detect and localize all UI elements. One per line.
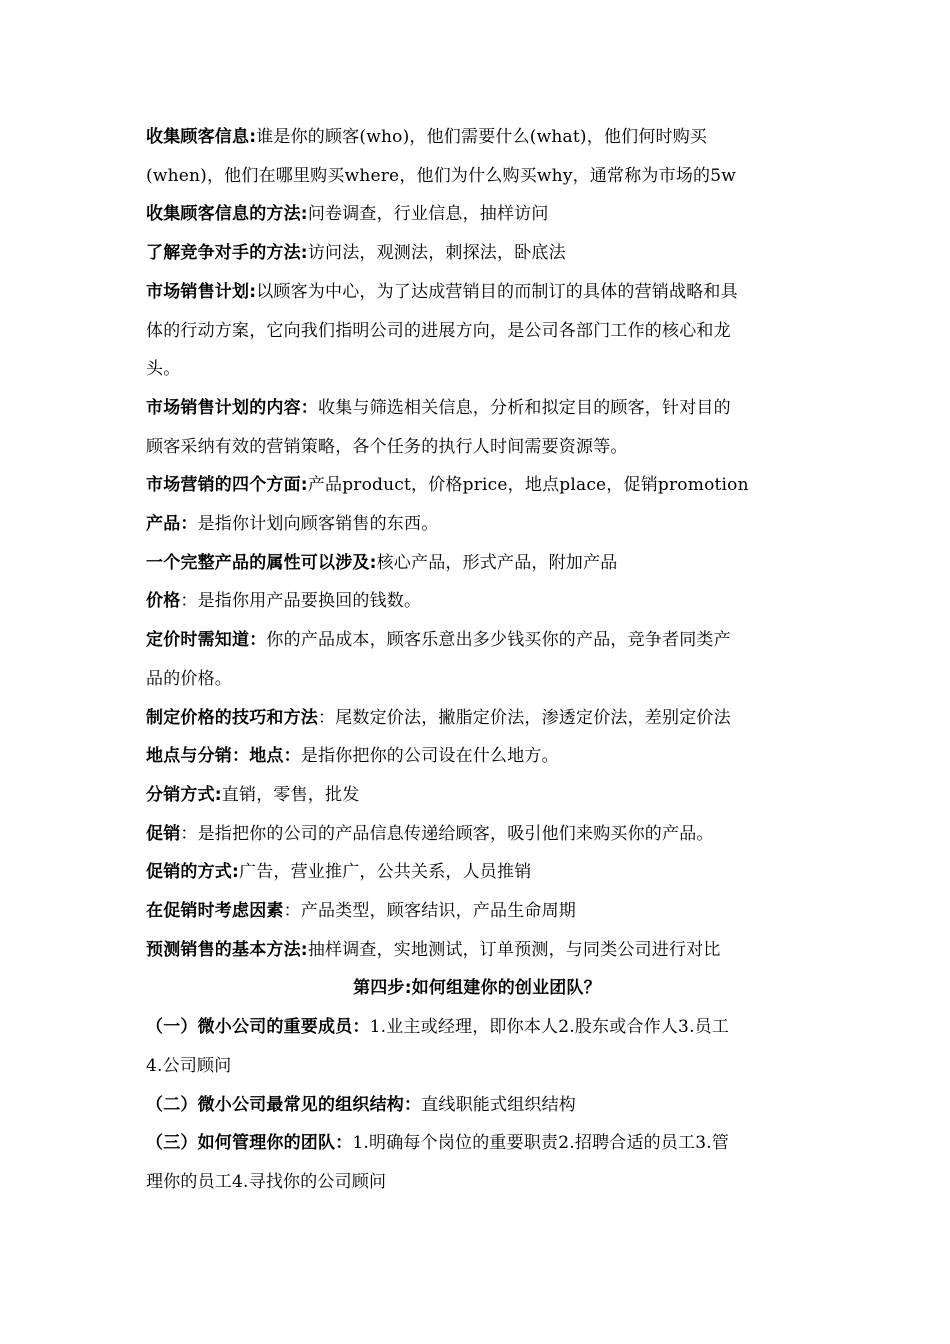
text-line [146,1163,808,1202]
term-label: 产品： [146,514,198,535]
line-text: 访问法，观测法，刺探法，卧底法 [307,243,566,264]
line-text: 理你的员工4.寻找你的公司顾问 [146,1171,387,1192]
term-label: 市场销售计划的内容： [146,397,318,418]
line-text: 核心产品，形式产品，附加产品 [376,552,618,573]
text-line [146,931,808,970]
text-line [146,1047,808,1086]
text-line [146,892,808,931]
line-text: 顾客采纳有效的营销策略，各个任务的执行人时间需要资源等。 [146,436,628,457]
text-line [146,428,808,467]
text-line [146,1086,808,1125]
line-text: ：产品类型，顾客结识，产品生命周期 [283,901,577,922]
term-label: （二）微小公司最常见的组织结构： [146,1094,422,1115]
section-heading [146,969,808,1008]
text-line [146,699,808,738]
heading-text: 第四步:如何组建你的创业团队？ [353,978,601,999]
text-line [146,157,808,196]
text-line [146,273,808,312]
line-text: 品的价格。 [146,668,232,689]
line-text: 直销，零售，批发 [221,784,360,805]
line-text: 直线职能式组织结构 [421,1094,577,1115]
text-line [146,234,808,273]
text-line [146,815,808,854]
line-text: 1.明确每个岗位的重要职责2.招聘合适的员工3.管 [352,1133,730,1154]
line-text: 是指你把你的公司设在什么地方。 [300,746,559,767]
term-label: 促销 [146,823,181,844]
line-text: 收集与筛选相关信息，分析和拟定目的顾客，针对目的 [318,397,731,418]
term-label: 促销的方式: [146,862,239,883]
line-text: 是指你计划向顾客销售的东西。 [197,514,439,535]
line-text: (when)，他们在哪里购买where，他们为什么购买why，通常称为市场的5w [146,165,736,186]
term-label: 收集顾客信息的方法: [146,204,308,225]
line-text: 抽样调查，实地测试，订单预测，与同类公司进行对比 [307,939,721,960]
term-label: 制定价格的技巧和方法 [146,707,318,728]
line-text: 体的行动方案，它向我们指明公司的进展方向，是公司各部门工作的核心和龙 [146,320,731,341]
text-line [146,660,808,699]
text-line [146,776,808,815]
text-line [146,350,808,389]
line-text: 4.公司顾问 [146,1055,232,1076]
text-line [146,737,808,776]
term-label: （三）如何管理你的团队： [146,1133,353,1154]
term-label: 市场销售计划: [146,281,257,302]
term-label: 分销方式: [146,784,222,805]
term-label: 一个完整产品的属性可以涉及: [146,552,377,573]
term-label: 在促销时考虑因素 [146,901,284,922]
term-label: 地点与分销：地点： [146,746,301,767]
document-page [146,118,808,1202]
text-line [146,544,808,583]
text-line [146,853,808,892]
line-text: ：尾数定价法，撇脂定价法，渗透定价法，差别定价法 [318,707,731,728]
line-text: 产品product，价格price，地点place，促销promotion [307,475,749,496]
line-text: 1.业主或经理，即你本人2.股东或合作人3.员工 [369,1017,730,1038]
line-text: ：是指你用产品要换回的钱数。 [180,591,422,612]
line-text: 谁是你的顾客(who)，他们需要什么(what)，他们何时购买 [256,127,708,147]
text-line [146,195,808,234]
text-line [146,312,808,351]
term-label: （一）微小公司的重要成员： [146,1017,370,1038]
line-text: 问卷调查，行业信息，抽样访问 [307,204,549,225]
text-line [146,582,808,621]
term-label: 定价时需知道： [146,630,267,651]
line-text: 头。 [146,359,181,380]
text-line [146,1124,808,1163]
text-line [146,621,808,660]
term-label: 了解竞争对手的方法: [146,243,308,264]
line-text: 以顾客为中心，为了达成营销目的而制订的具体的营销战略和具 [256,281,738,302]
text-line [146,118,808,157]
text-line [146,389,808,428]
text-line [146,505,808,544]
text-line [146,1008,808,1047]
line-text: 你的产品成本，顾客乐意出多少钱买你的产品，竞争者同类产 [266,630,731,651]
term-label: 收集顾客信息: [146,127,257,147]
term-label: 价格 [146,591,181,612]
text-line [146,466,808,505]
term-label: 市场营销的四个方面: [146,475,308,496]
term-label: 预测销售的基本方法: [146,939,308,960]
line-text: 广告，营业推广，公共关系，人员推销 [239,862,532,883]
line-text: ：是指把你的公司的产品信息传递给顾客，吸引他们来购买你的产品。 [180,823,714,844]
